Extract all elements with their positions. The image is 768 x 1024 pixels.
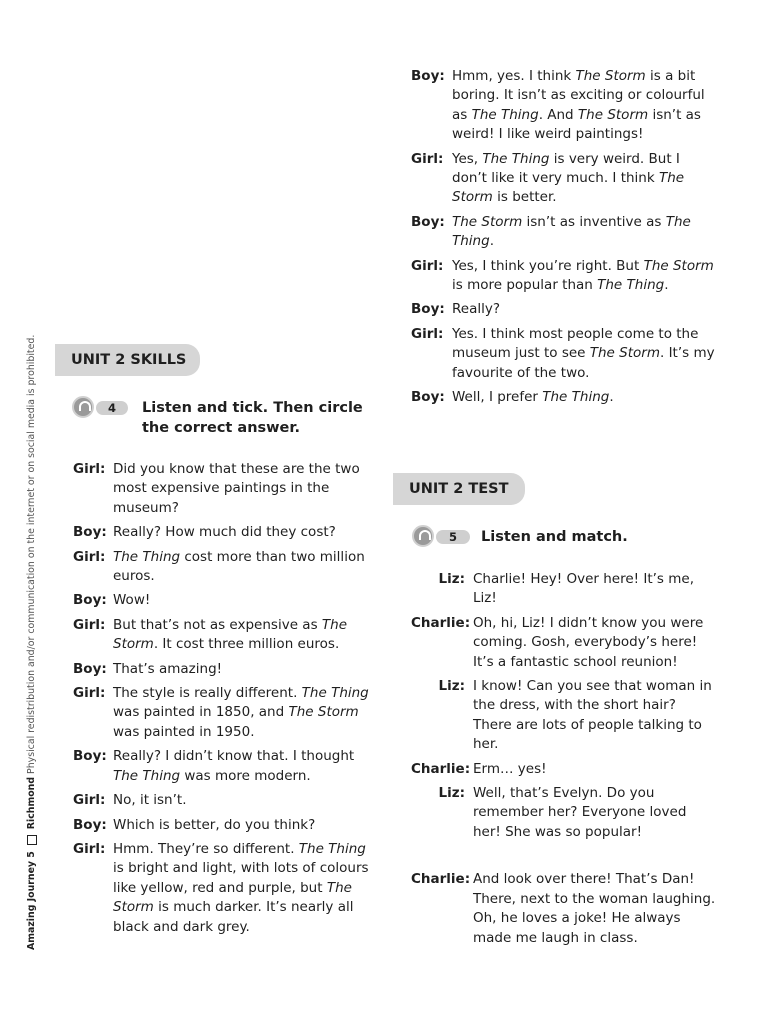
- speech-text: That’s amazing!: [113, 660, 223, 677]
- speaker-label: Girl:: [73, 548, 106, 565]
- speaker-label: Liz:: [438, 785, 465, 802]
- dialogue-line: [73, 791, 378, 810]
- track-number: 4: [96, 401, 128, 415]
- speech-text: Yes. I think most people come to the museum just to see The Storm. It’s my favourite of the two.: [452, 325, 715, 381]
- speech-text: Really? How much did they cost?: [113, 524, 336, 541]
- dialogue-line: [73, 747, 378, 786]
- speech-text: Yes, I think you’re right. But The Storm is more popular than The Thing.: [452, 257, 714, 294]
- dialogue-line: [411, 570, 716, 609]
- speech-text: But that’s not as expensive as The Storm. It cost three million euros.: [113, 616, 347, 653]
- dialogue-line: [73, 460, 378, 518]
- task-instruction: Listen and match.: [481, 529, 628, 545]
- speaker-label: Girl:: [411, 257, 444, 274]
- unit-2-skills-banner: [55, 344, 200, 376]
- speech-text: And look over there! That’s Dan! There, next to the woman laughing. Oh, he loves a joke! He always made me laugh in class.: [473, 871, 716, 946]
- speech-text: Well, I prefer The Thing.: [452, 389, 614, 406]
- dialogue-line: [411, 213, 716, 252]
- dialogue-line: [73, 684, 378, 742]
- speaker-label: Girl:: [73, 840, 106, 857]
- speaker-label: Charlie:: [411, 760, 471, 777]
- dialogue-line: [411, 257, 716, 296]
- speech-text: Which is better, do you think?: [113, 816, 316, 833]
- dialogue-line: [411, 614, 716, 672]
- dialogue-line: [73, 591, 378, 610]
- speaker-label: Girl:: [73, 616, 106, 633]
- speech-text: The style is really different. The Thing was painted in 1850, and The Storm was painted in 1950.: [113, 685, 369, 740]
- speaker-label: Boy:: [73, 592, 107, 609]
- speaker-label: Boy:: [411, 389, 445, 406]
- audio-track-icon[interactable]: [412, 525, 434, 547]
- brand-title: Amazing Journey 5: [26, 851, 37, 950]
- dialogue-line: [73, 660, 378, 679]
- audio-track-icon[interactable]: [72, 396, 94, 418]
- dialogue-test: [411, 570, 716, 953]
- dialogue-line: [73, 523, 378, 542]
- dialogue-line: [73, 616, 378, 655]
- speech-text: Hmm, yes. I think The Storm is a bit boring. It isn’t as exciting or colourful as The Thing. And The Storm isn’t as weird! I like weird paintings!: [452, 68, 705, 143]
- banner-label: UNIT 2 TEST: [409, 481, 509, 497]
- speaker-label: Liz:: [438, 678, 465, 695]
- banner-label: UNIT 2 SKILLS: [71, 352, 187, 368]
- dialogue-skills: [73, 460, 378, 942]
- publisher-name: Richmond: [26, 776, 37, 830]
- dialogue-line: [411, 677, 716, 755]
- dialogue-line: [411, 760, 716, 779]
- side-notice: [26, 335, 37, 950]
- speech-text: I know! Can you see that woman in the dress, with the short hair? There are lots of people talking to her.: [473, 678, 712, 753]
- dialogue-line: [411, 784, 716, 842]
- speaker-label: Boy:: [411, 301, 445, 318]
- dialogue-line: [73, 548, 378, 587]
- dialogue-skills-continued: [411, 67, 716, 413]
- speech-text: Oh, hi, Liz! I didn’t know you were coming. Gosh, everybody’s here! It’s a fantastic school reunion!: [473, 614, 704, 670]
- speaker-label: Girl:: [411, 325, 444, 342]
- dialogue-line: [411, 300, 716, 319]
- speech-text: The Thing cost more than two million euros.: [113, 548, 365, 585]
- dialogue-line: [411, 67, 716, 145]
- speaker-label: Charlie:: [411, 871, 471, 888]
- speaker-label: Charlie:: [411, 614, 471, 631]
- publisher-logo-icon: [27, 835, 37, 845]
- speech-text: Erm… yes!: [473, 760, 547, 777]
- speaker-label: Boy:: [73, 816, 107, 833]
- copyright-notice: Physical redistribution and/or communication on the internet or on social media is prohibited.: [26, 334, 37, 774]
- speech-text: Hmm. They’re so different. The Thing is bright and light, with lots of colours like yellow, red and purple, but The Storm is much darker. It’s nearly all black and dark grey.: [113, 840, 369, 935]
- unit-2-test-banner: [393, 473, 525, 505]
- speaker-label: Girl:: [73, 685, 106, 702]
- speaker-label: Boy:: [411, 68, 445, 84]
- dialogue-line: [411, 870, 716, 948]
- speech-text: Did you know that these are the two most expensive paintings in the museum?: [113, 461, 360, 516]
- speech-text: Well, that’s Evelyn. Do you remember her? Everyone loved her! She was so popular!: [473, 785, 687, 840]
- speaker-label: Liz:: [438, 571, 465, 587]
- speaker-label: Girl:: [73, 461, 106, 477]
- speaker-label: Girl:: [411, 150, 444, 167]
- speaker-label: Boy:: [411, 213, 445, 230]
- speech-text: Charlie! Hey! Over here! It’s me, Liz!: [473, 571, 694, 607]
- dialogue-line: [411, 388, 716, 407]
- speaker-label: Boy:: [73, 660, 107, 677]
- dialogue-line: [411, 150, 716, 208]
- speech-text: Wow!: [113, 592, 151, 609]
- dialogue-line: [73, 816, 378, 835]
- speech-text: Yes, The Thing is very weird. But I don’t like it very much. I think The Storm is better.: [452, 150, 685, 206]
- speaker-label: Boy:: [73, 524, 107, 541]
- speaker-label: Boy:: [73, 748, 107, 765]
- speaker-label: Girl:: [73, 792, 106, 809]
- task-instruction: Listen and tick. Then circle the correct answer.: [142, 400, 363, 436]
- speech-text: Really?: [452, 301, 501, 318]
- speech-text: No, it isn’t.: [113, 792, 187, 809]
- dialogue-line: [411, 325, 716, 383]
- speech-text: Really? I didn’t know that. I thought The Thing was more modern.: [113, 748, 355, 784]
- dialogue-line: [73, 840, 378, 937]
- speech-text: The Storm isn’t as inventive as The Thing.: [452, 213, 691, 250]
- track-number: 5: [436, 530, 470, 544]
